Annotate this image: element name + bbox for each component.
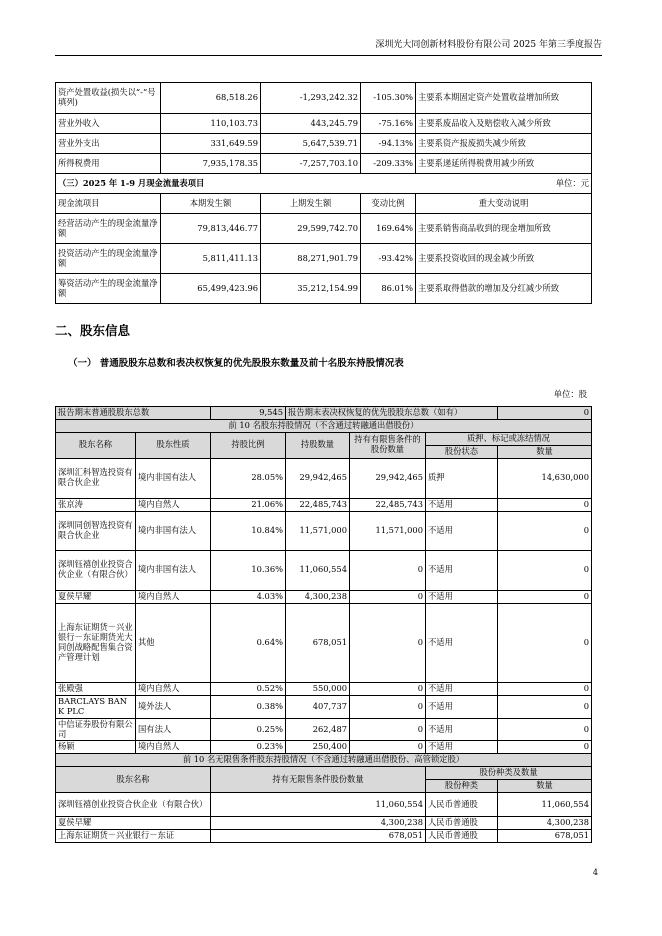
restricted-cell: 0 (350, 741, 426, 754)
col-header-qty: 持有无限售条件股份数量 (211, 767, 426, 793)
ratio-cell: 0.52% (211, 682, 286, 695)
summary-value-2: 0 (498, 407, 592, 420)
pledge-qty-cell: 0 (498, 603, 592, 682)
restricted-cell: 0 (350, 550, 426, 590)
current-cell: 65,499,423.96 (161, 274, 261, 304)
current-cell: 5,811,411.13 (161, 244, 261, 274)
previous-cell: 35,212,154.99 (261, 274, 361, 304)
state-cell: 不适用 (426, 682, 498, 695)
nature-cell: 境内自然人 (136, 741, 211, 754)
col-header: 重大变动说明 (416, 194, 592, 214)
state-cell: 不适用 (426, 550, 498, 590)
restricted-cell: 0 (350, 590, 426, 603)
item-cell: 营业外支出 (56, 134, 161, 154)
current-cell: 110,103.73 (161, 114, 261, 134)
ratio-cell: 21.06% (211, 498, 286, 511)
ratio-cell: 0.23% (211, 741, 286, 754)
item-cell: 营业外收入 (56, 114, 161, 134)
summary-value-1: 9,545 (211, 407, 286, 420)
col-header-nature: 股东性质 (136, 432, 211, 458)
state-cell: 质押 (426, 458, 498, 498)
section-title: 二、股东信息 (55, 323, 131, 338)
table-row (56, 741, 592, 754)
cashflow-title-row (56, 174, 592, 194)
previous-cell: 443,245.79 (261, 114, 361, 134)
table-row (56, 214, 592, 244)
nature-cell: 境外法人 (136, 695, 211, 718)
name-cell: 深圳同创智选投资有限合伙企业 (56, 511, 136, 550)
table-row (56, 603, 592, 682)
col-header-group: 股份种类及数量 (426, 767, 592, 780)
nature-cell: 境内非国有法人 (136, 458, 211, 498)
table-row (56, 793, 592, 817)
table-row (56, 274, 592, 304)
unit-label: 单位：股 (553, 389, 587, 399)
restricted-cell: 0 (350, 603, 426, 682)
table-row (56, 114, 592, 134)
state-cell: 不适用 (426, 695, 498, 718)
summary-label-1: 报告期末普通股股东总数 (56, 407, 211, 420)
amount-cell: 4,300,238 (498, 817, 592, 830)
nature-cell: 境内自然人 (136, 590, 211, 603)
table-row (56, 511, 592, 550)
qty-cell: 678,051 (211, 830, 426, 843)
name-cell: 夏侯早耀 (56, 817, 211, 830)
top10-title: 前 10 名股东持股情况（不含通过转融通出借股份） (56, 419, 592, 432)
table-row (56, 244, 592, 274)
current-cell: 331,649.59 (161, 134, 261, 154)
state-cell: 不适用 (426, 718, 498, 741)
nature-cell: 境内自然人 (136, 498, 211, 511)
qty-cell: 262,487 (286, 718, 350, 741)
change-cell: -75.16% (361, 114, 416, 134)
cashflow-unit: 单位：元 (361, 174, 592, 194)
financial-changes-table (55, 82, 592, 304)
current-cell: 68,518.26 (161, 83, 261, 114)
item-cell: 资产处置收益(损失以“-”号填列) (56, 83, 161, 114)
restricted-cell: 29,942,465 (350, 458, 426, 498)
kind-cell: 人民币普通股 (426, 817, 498, 830)
previous-cell: -1,293,242.32 (261, 83, 361, 114)
reason-cell: 主要系取得借款的增加及分红减少所致 (416, 274, 592, 304)
state-cell: 不适用 (426, 498, 498, 511)
kind-cell: 人民币普通股 (426, 793, 498, 817)
previous-cell: -7,257,703.10 (261, 154, 361, 174)
nature-cell: 境内非国有法人 (136, 550, 211, 590)
table-row (56, 83, 592, 114)
ratio-cell: 10.84% (211, 511, 286, 550)
state-cell: 不适用 (426, 741, 498, 754)
name-cell: 深圳钰禧创业投资合伙企业（有限合伙） (56, 550, 136, 590)
ratio-cell: 0.64% (211, 603, 286, 682)
pledge-qty-cell: 0 (498, 511, 592, 550)
previous-cell: 5,647,539.71 (261, 134, 361, 154)
kind-cell: 人民币普通股 (426, 830, 498, 843)
state-cell: 不适用 (426, 511, 498, 550)
qty-cell: 550,000 (286, 682, 350, 695)
table-row (56, 458, 592, 498)
restricted-cell: 22,485,743 (350, 498, 426, 511)
nature-cell: 境内自然人 (136, 682, 211, 695)
state-cell: 不适用 (426, 603, 498, 682)
change-cell: -93.42% (361, 244, 416, 274)
name-cell: 张京涛 (56, 498, 136, 511)
change-cell: -209.33% (361, 154, 416, 174)
amount-cell: 11,060,554 (498, 793, 592, 817)
name-cell: 深圳钰禧创业投资合伙企业（有限合伙） (56, 793, 211, 817)
table-row (56, 830, 592, 843)
qty-cell: 4,300,238 (286, 590, 350, 603)
qty-cell: 11,571,000 (286, 511, 350, 550)
current-cell: 7,935,178.35 (161, 154, 261, 174)
reason-cell: 主要系本期固定资产处置收益增加所致 (416, 83, 592, 114)
pledge-qty-cell: 0 (498, 682, 592, 695)
nature-cell: 其他 (136, 603, 211, 682)
top10-title-row (56, 419, 592, 432)
name-cell: 杨颖 (56, 741, 136, 754)
col-header-amount: 数量 (498, 780, 592, 793)
reason-cell: 主要系投资收回的现金减少所致 (416, 244, 592, 274)
ratio-cell: 4.03% (211, 590, 286, 603)
page-header: 深圳光大同创新材料股份有限公司 2025 年第三季度报告 (55, 40, 602, 56)
reason-cell: 主要系销售商品收到的现金增加所致 (416, 214, 592, 244)
qty-cell: 678,051 (286, 603, 350, 682)
previous-cell: 29,599,742.70 (261, 214, 361, 244)
table-row (56, 695, 592, 718)
qty-cell: 407,737 (286, 695, 350, 718)
qty-cell: 11,060,554 (286, 550, 350, 590)
table-row (56, 817, 592, 830)
col-header-name: 股东名称 (56, 432, 136, 458)
previous-cell: 88,271,901.79 (261, 244, 361, 274)
table-row (56, 550, 592, 590)
col-header-pledge-group: 质押、标记或冻结情况 (426, 432, 592, 445)
change-cell: 86.01% (361, 274, 416, 304)
nature-cell: 境内非国有法人 (136, 511, 211, 550)
table-row (56, 718, 592, 741)
col-header: 上期发生额 (261, 194, 361, 214)
pledge-qty-cell: 0 (498, 550, 592, 590)
current-cell: 79,813,446.77 (161, 214, 261, 244)
pledge-qty-cell: 14,630,000 (498, 458, 592, 498)
table-row (56, 498, 592, 511)
col-header-pledge-qty: 数量 (498, 445, 592, 458)
state-cell: 不适用 (426, 590, 498, 603)
restricted-cell: 0 (350, 718, 426, 741)
table-row (56, 134, 592, 154)
table-row (56, 682, 592, 695)
ratio-cell: 28.05% (211, 458, 286, 498)
change-cell: -105.30% (361, 83, 416, 114)
item-cell: 筹资活动产生的现金流量净额 (56, 274, 161, 304)
reason-cell: 主要系废品收入及赔偿收入减少所致 (416, 114, 592, 134)
name-cell: 张殿强 (56, 682, 136, 695)
cashflow-header-row (56, 194, 592, 214)
header-row (56, 767, 592, 780)
table-row (56, 590, 592, 603)
col-header-restricted: 持有有限售条件的股份数量 (350, 432, 426, 458)
page-number: 4 (592, 867, 598, 877)
summary-label-2: 报告期末表决权恢复的优先股股东总数（如有） (286, 407, 498, 420)
col-header: 本期发生额 (161, 194, 261, 214)
name-cell: 深圳汇科智选投资有限合伙企业 (56, 458, 136, 498)
restricted-cell: 0 (350, 682, 426, 695)
subsection-title: （一） 普通股股东总数和表决权恢复的优先股股东数量及前十名股东持股情况表 (68, 358, 404, 369)
qty-cell: 4,300,238 (211, 817, 426, 830)
col-header-state: 股份状态 (426, 445, 498, 458)
name-cell: BARCLAYS BANK PLC (56, 695, 136, 718)
ratio-cell: 10.36% (211, 550, 286, 590)
shareholders-table (55, 406, 592, 843)
name-cell: 上海东证期货－兴业银行－东证期货光大同创战略配售集合资产管理计划 (56, 603, 136, 682)
change-cell: -94.13% (361, 134, 416, 154)
qty-cell: 11,060,554 (211, 793, 426, 817)
qty-cell: 29,942,465 (286, 458, 350, 498)
pledge-qty-cell: 0 (498, 718, 592, 741)
pledge-qty-cell: 0 (498, 741, 592, 754)
name-cell: 夏侯早耀 (56, 590, 136, 603)
restricted-cell: 11,571,000 (350, 511, 426, 550)
name-cell: 中信证券股份有限公司 (56, 718, 136, 741)
name-cell: 上海东证期货－兴业银行－东证 (56, 830, 211, 843)
ratio-cell: 0.38% (211, 695, 286, 718)
reason-cell: 主要系递延所得税费用减少所致 (416, 154, 592, 174)
unrestricted-title: 前 10 名无限售条件股东持股情况（不含通过转融通出借股份、高管锁定股） (56, 754, 592, 767)
unrestricted-title-row (56, 754, 592, 767)
summary-row (56, 407, 592, 420)
pledge-qty-cell: 0 (498, 695, 592, 718)
reason-cell: 主要系资产报废损失减少所致 (416, 134, 592, 154)
col-header-kind: 股份种类 (426, 780, 498, 793)
ratio-cell: 0.25% (211, 718, 286, 741)
cashflow-title: （三）2025 年 1-9 月现金流量表项目 (56, 174, 361, 194)
col-header-name: 股东名称 (56, 767, 211, 793)
col-header-qty: 持股数量 (286, 432, 350, 458)
item-cell: 经营活动产生的现金流量净额 (56, 214, 161, 244)
amount-cell: 678,051 (498, 830, 592, 843)
item-cell: 投资活动产生的现金流量净额 (56, 244, 161, 274)
col-header: 现金流项目 (56, 194, 161, 214)
col-header: 变动比例 (361, 194, 416, 214)
pledge-qty-cell: 0 (498, 590, 592, 603)
qty-cell: 22,485,743 (286, 498, 350, 511)
header-row (56, 432, 592, 445)
restricted-cell: 0 (350, 695, 426, 718)
table-row (56, 154, 592, 174)
nature-cell: 国有法人 (136, 718, 211, 741)
qty-cell: 250,400 (286, 741, 350, 754)
change-cell: 169.64% (361, 214, 416, 244)
item-cell: 所得税费用 (56, 154, 161, 174)
col-header-ratio: 持股比例 (211, 432, 286, 458)
pledge-qty-cell: 0 (498, 498, 592, 511)
